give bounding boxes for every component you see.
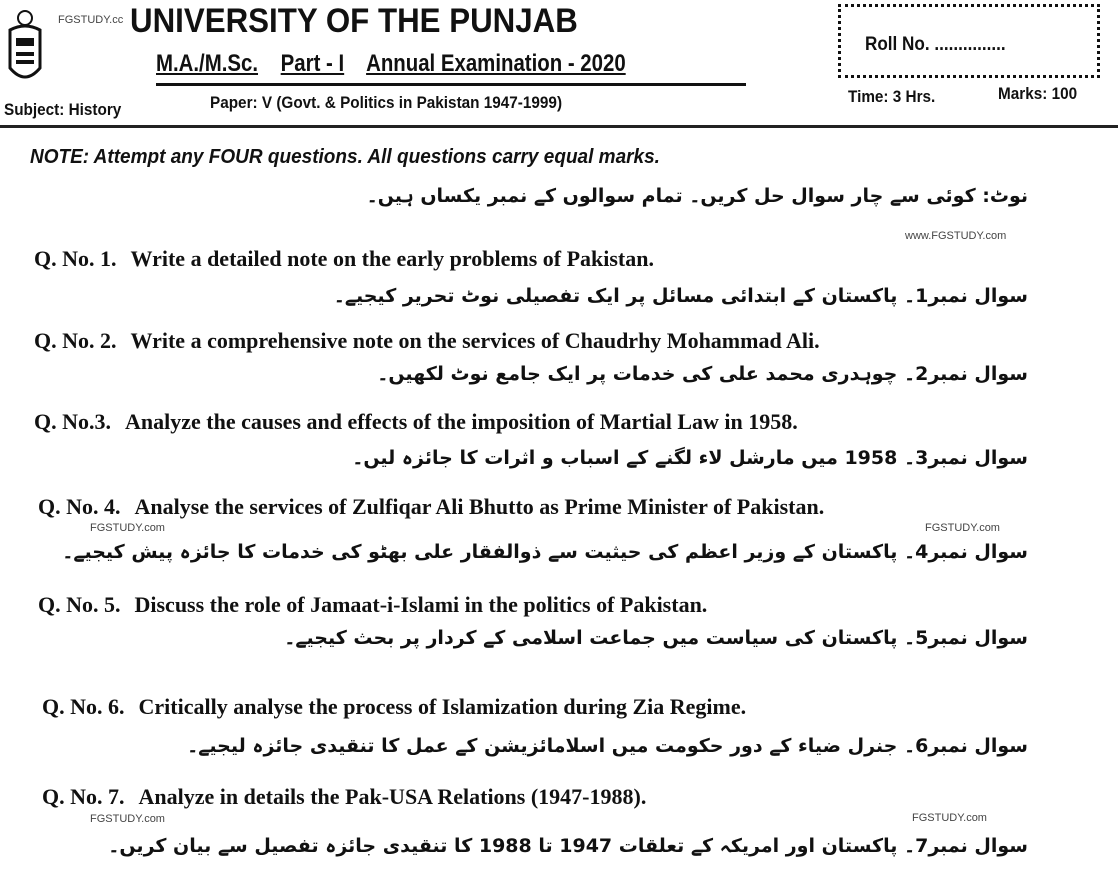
title-underline xyxy=(156,83,746,86)
question-2 xyxy=(34,328,820,353)
question-7 xyxy=(42,784,646,809)
exam-subtitle xyxy=(156,50,626,78)
question-4 xyxy=(38,494,824,519)
question-1-urdu: سوال نمبر1۔ پاکستان کے ابتدائی مسائل پر ایک تفصیلی نوٹ تحریر کیجیے۔ xyxy=(333,285,1028,307)
question-6 xyxy=(42,694,746,719)
header-divider xyxy=(0,125,1118,128)
question-label: Q. No. 1. xyxy=(34,246,117,271)
paper: Paper: V (Govt. & Politics in Pakistan 1947-1999) xyxy=(210,93,563,112)
question-label: Q. No. 4. xyxy=(38,494,121,519)
question-2-urdu: سوال نمبر2۔ چوہدری محمد علی کی خدمات پر ایک جامع نوٹ لکھیں۔ xyxy=(377,363,1028,385)
roll-number: Roll No. ............... xyxy=(865,34,1006,55)
question-3 xyxy=(34,409,798,434)
question-text: Analyze in details the Pak-USA Relations (1947-1988). xyxy=(138,784,647,809)
watermark: FGSTUDY.com xyxy=(912,812,987,824)
question-4-urdu: سوال نمبر4۔ پاکستان کے وزیر اعظم کی حیثیت سے ذوالفقار علی بھٹو کی خدمات کا جائزہ پیش کیجیے۔ xyxy=(62,541,1028,563)
university-crest-logo xyxy=(6,8,44,88)
question-3-urdu: سوال نمبر3۔ 1958 میں مارشل لاء لگنے کے اسباب و اثرات کا جائزہ لیں۔ xyxy=(352,447,1028,469)
question-label: Q. No. 6. xyxy=(42,694,125,719)
exam-name: Annual Examination - 2020 xyxy=(366,50,626,77)
question-text: Analyse the services of Zulfiqar Ali Bhutto as Prime Minister of Pakistan. xyxy=(134,494,825,519)
question-7-urdu: سوال نمبر7۔ پاکستان اور امریکہ کے تعلقات 1947 تا 1988 کا تنقیدی جائزہ تفصیل سے بیان کریں۔ xyxy=(108,835,1028,857)
note-english: NOTE: Attempt any FOUR questions. All questions carry equal marks. xyxy=(30,146,660,168)
question-text: Write a comprehensive note on the services of Chaudrhy Mohammad Ali. xyxy=(130,328,820,353)
question-text: Critically analyse the process of Islamization during Zia Regime. xyxy=(138,694,747,719)
degree: M.A./M.Sc. xyxy=(156,50,259,77)
university-title: UNIVERSITY OF THE PUNJAB xyxy=(130,2,578,40)
question-6-urdu: سوال نمبر6۔ جنرل ضیاء کے دور حکومت میں اسلامائزیشن کے عمل کا تنقیدی جائزہ لیجیے۔ xyxy=(187,735,1028,757)
question-5 xyxy=(38,592,707,617)
question-1 xyxy=(34,246,654,271)
watermark: FGSTUDY.com xyxy=(925,522,1000,534)
subject: Subject: History xyxy=(4,100,122,119)
question-text: Write a detailed note on the early problems of Pakistan. xyxy=(130,246,654,271)
part: Part - I xyxy=(280,50,345,77)
marks: Marks: 100 xyxy=(998,84,1078,103)
question-text: Discuss the role of Jamaat-i-Islami in the politics of Pakistan. xyxy=(134,592,708,617)
question-text: Analyze the causes and effects of the imposition of Martial Law in 1958. xyxy=(125,409,798,434)
question-5-urdu: سوال نمبر5۔ پاکستان کی سیاست میں جماعت اسلامی کے کردار پر بحث کیجیے۔ xyxy=(284,627,1028,649)
question-label: Q. No. 7. xyxy=(42,784,125,809)
watermark: www.FGSTUDY.com xyxy=(905,230,1007,242)
note-urdu: نوٹ: کوئی سے چار سوال حل کریں۔ تمام سوالوں کے نمبر یکساں ہیں۔ xyxy=(366,185,1028,207)
question-label: Q. No. 2. xyxy=(34,328,117,353)
watermark: FGSTUDY.cc xyxy=(58,14,124,26)
question-label: Q. No.3. xyxy=(34,409,111,434)
time: Time: 3 Hrs. xyxy=(848,87,936,106)
watermark: FGSTUDY.com xyxy=(90,522,165,534)
question-label: Q. No. 5. xyxy=(38,592,121,617)
watermark: FGSTUDY.com xyxy=(90,813,165,825)
